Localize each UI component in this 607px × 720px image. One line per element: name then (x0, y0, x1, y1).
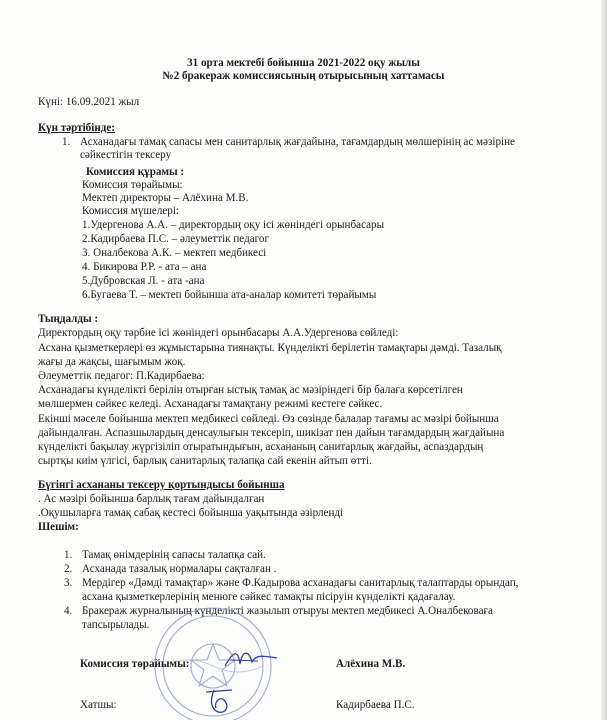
decision-item-number: 2. (64, 563, 73, 575)
decision-item-number: 1. (64, 549, 73, 561)
listened-line: Директордың оқу тәрбие ісі жөніндегі орынбасары А.А.Удергенова сөйледі: (38, 327, 399, 339)
commission-member: 1.Удергенова А.А. – директордың оқу ісі жөніндегі орынбасары (82, 219, 385, 231)
chair-signature-icon (222, 646, 280, 672)
decision-item-number: 4. (64, 605, 73, 617)
agenda-item-line1: Асханадағы тамақ сапасы мен санитарлық жағдайына, тағамдардың мөлшерінің ас мәзіріне (80, 136, 515, 148)
header-title-line1: 31 орта мектебі бойынша 2021-2022 оқу жылы (187, 57, 420, 69)
listened-line: Әлеуметтік педагог: П.Кадирбаева: (38, 370, 205, 382)
decision-item-line: тапсырылады. (82, 619, 150, 631)
listened-line: сыртқы киім үлгісі, барлық санитарлық талапқа сай екенін айтып өтті. (38, 455, 372, 467)
commission-members-title: Комиссия мүшелері: (82, 205, 180, 217)
listened-line: мөлшермен сәйкес келеді. Асханадағы тамақтану режимі кестеге сәйкес. (38, 398, 383, 410)
date-line: Күні: 16.09.2021 жыл (38, 96, 140, 108)
decision-item-line: Бракераж журналының күнделікті жазылып отыруы мектеп медбикесі А.Оналбековаға (82, 605, 493, 617)
decision-item-number: 3. (64, 577, 73, 589)
listened-line: дайындалған. Аспазшылардың денсаулығын тексеріп, шикізат пен дайын тағамдардың жағдайына (38, 427, 505, 439)
listened-line: Асхана қызметкерлері өз жұмыстарына тиянақты. Күнделікті берілетін тамақтары дәмді. Тазалық (38, 342, 502, 354)
commission-member: 5.Дубровская Л. - ата -ана (82, 275, 205, 287)
today-line: . Ас мәзірі бойынша барлық тағам дайындалған (38, 493, 265, 505)
commission-chair-name: Мектеп директоры – Алёхина М.В. (82, 192, 249, 204)
secretary-signature-icon (200, 682, 240, 718)
decision-item-line: Тамақ өнімдерінің сапасы талапқа сай. (82, 549, 266, 561)
listened-line: Асханадағы күнделікті берілін отырған ыстық тамақ ас мәзіріндегі бір балаға көрсетілген (38, 384, 463, 396)
listened-line: жағы да жақсы, шағымым жоқ. (38, 356, 186, 368)
commission-member: 3. Оналбекова А.К. – мектеп медбикесі (82, 247, 267, 259)
decision-heading: Шешім: (38, 521, 79, 533)
decision-item-line: Асханада тазалық нормалары сақталған . (82, 563, 277, 575)
page-edge-shadow (601, 0, 607, 720)
today-heading: Бүгінгі асхананы тексеру қортындысы бойынша (38, 479, 285, 491)
listened-heading: Тыңдалды : (38, 313, 99, 325)
commission-heading: Комиссия құрамы : (86, 166, 185, 178)
listened-line: күнделікті бақылау жүргізіліп отыратындығын, асхананың санитарлық жағдайы, аспаздардың (38, 441, 484, 453)
commission-member: 2.Кадирбаева П.С. – әлеуметтік педагог (82, 233, 270, 245)
secretary-signature-label: Хатшы: (80, 699, 117, 711)
agenda-heading: Күн тәртібінде: (38, 122, 115, 134)
chair-signature-name: Алёхина М.В. (336, 658, 406, 670)
today-line: .Оқушыларға тамақ сабақ кестесі бойынша уақытында әзірленді (38, 507, 344, 519)
header-title-line2: №2 бракераж комиссиясының отырысының хаттамасы (162, 70, 445, 82)
decision-item-line: Мердігер «Дәмді тамақтар» және Ф.Кадырова асханадағы санитарлық талаптарды орындап, (82, 577, 519, 589)
agenda-item-line2: сәйкестігін тексеру (80, 149, 172, 161)
commission-member: 6.Бугаева Т. – мектеп бойынша ата-аналар комитеті төрайымы (82, 289, 377, 301)
commission-member: 4. Бикирова Р.Р. - ата – ана (82, 261, 207, 273)
secretary-signature-name: Кадирбаева П.С. (336, 699, 415, 711)
commission-chair-title: Комиссия төрайымы: (82, 179, 183, 191)
agenda-item-number: 1. (62, 136, 71, 148)
decision-item-line: асхана қызметкерлерінің менюге сәйкес тамақты пісіруін күнделікті қадағалау. (82, 591, 456, 603)
listened-line: Екінші мәселе бойынша мектеп медбикесі сөйледі. Өз сөзінде балалар тағамы ас мәзірі бойынша (38, 413, 499, 425)
chair-signature-label: Комиссия төрайымы: (80, 658, 190, 670)
